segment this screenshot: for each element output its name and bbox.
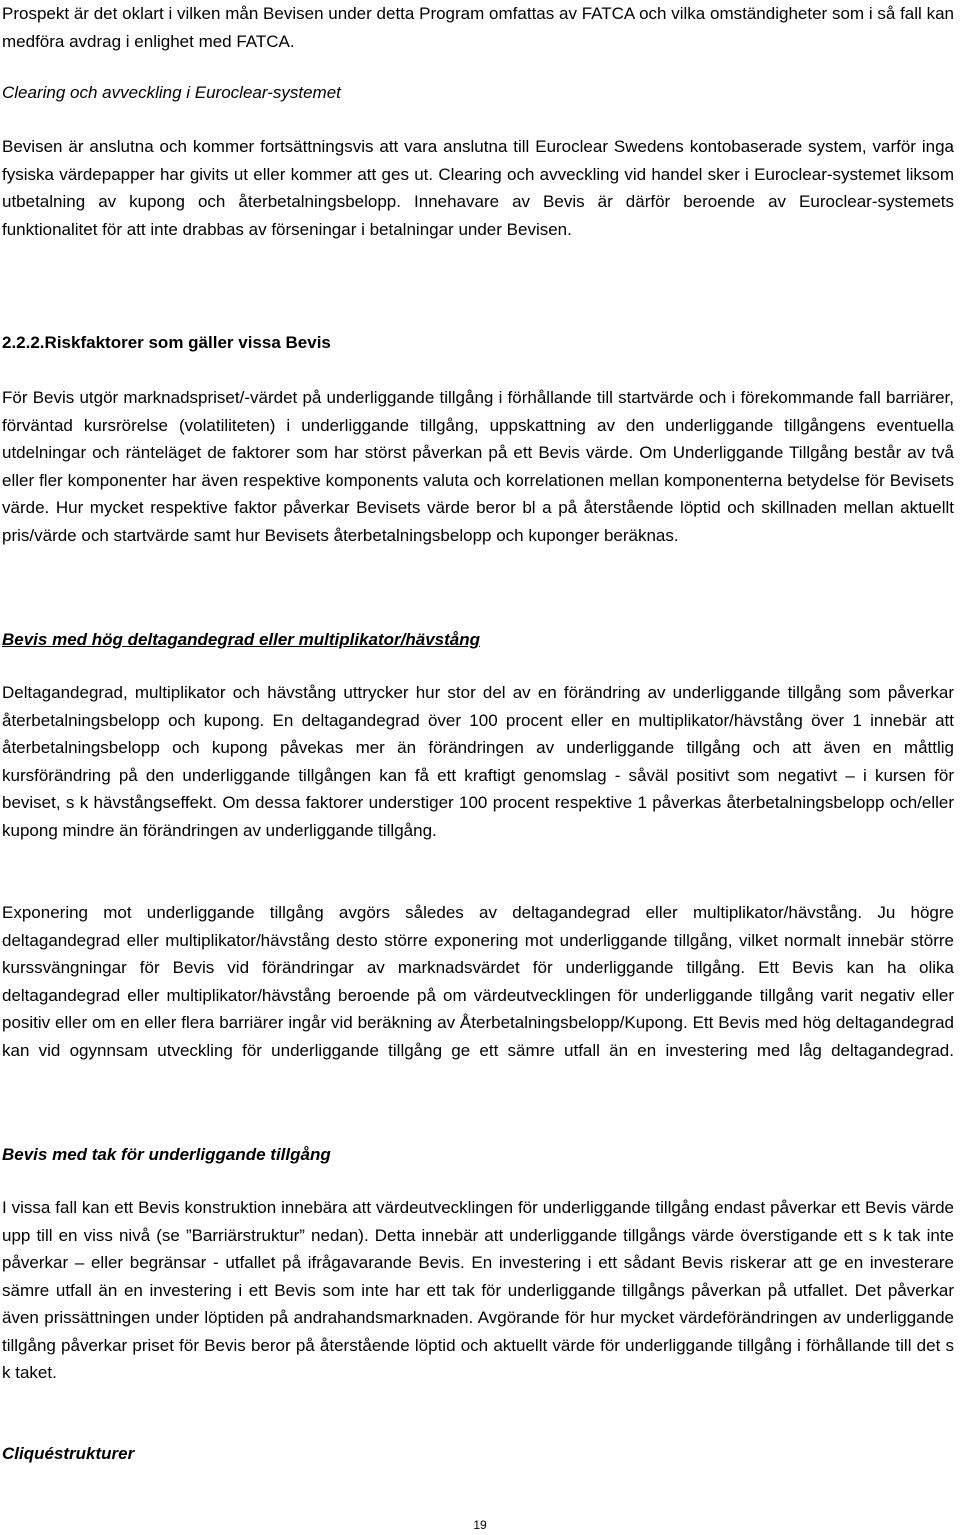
deltagande-heading: Bevis med hög deltagandegrad eller multiplikator/hävstång: [2, 630, 481, 649]
section-title: Riskfaktorer som gäller vissa Bevis: [44, 333, 331, 352]
tak-heading: Bevis med tak för underliggande tillgång: [2, 1145, 331, 1164]
page-number: 19: [473, 1518, 487, 1532]
tak-paragraph: I vissa fall kan ett Bevis konstruktion innebära att värdeutvecklingen för underliggande tillgång endast påverkar ett Bevis värde upp till en viss nivå (se ”Barriärstruktur” nedan). Detta innebär att underliggande tillgångs värde överstigande ett s k tak inte påverkar – eller begränsar - utfallet på ifrågavarande Bevis. En investering i ett sådant Bevis riskerar att ge en investerare sämre utfall än en investering i ett Bevis som inte har ett tak för underliggande tillgångs påverkan på utfallet. Det påverkar även prissättningen under löptiden på andrahandsmarknaden. Avgörande för hur mycket värdeförändringen av underliggande tillgång påverkar priset för Bevis beror på återstående löptid och aktuellt värde för underliggande tillgång i förhållande till det s k taket.: [2, 1198, 954, 1382]
section-number: 2.2.2.: [2, 333, 45, 352]
fatca-paragraph: Prospekt är det oklart i vilken mån Bevisen under detta Program omfattas av FATCA och vilka omständigheter som i så fall kan medföra avdrag i enlighet med FATCA.: [2, 4, 954, 51]
riskfaktorer-paragraph: För Bevis utgör marknadspriset/-värdet på underliggande tillgång i förhållande till startvärde och i förekommande fall barriärer, förväntad kursrörelse (volatiliteten) i underliggande tillgång, uppskattning av den underliggande tillgångens eventuella utdelningar och ränteläget de faktorer som har störst påverkan på ett Bevis värde. Om Underliggande Tillgång består av två eller fler komponenter har även respektive komponents valuta och korrelationen mellan komponenterna betydelse för Bevisets värde. Hur mycket respektive faktor påverkar Bevisets värde beror bl a på återstående löptid och skillnaden mellan aktuellt pris/värde och startvärde samt hur Bevisets återbetalningsbelopp och kuponger beräknas.: [2, 388, 954, 545]
exponering-paragraph: Exponering mot underliggande tillgång avgörs således av deltagandegrad eller multiplikator/hävstång. Ju högre deltagandegrad eller multiplikator/hävstång desto större exponering mot underliggande tillgång, vilket normalt innebär större kurssvängningar för Bevis vid förändringar av marknadsvärdet för underliggande tillgång. Ett Bevis kan ha olika deltagandegrad eller multiplikator/hävstång beroende på om värdeutvecklingen för underliggande tillgång varit negativ eller positiv eller om en eller flera barriärer ingår vid beräkning av Återbetalningsbelopp/Kupong. Ett Bevis med hög deltagandegrad kan vid ogynnsam utveckling för underliggande tillgång ge ett sämre utfall än en investering med låg deltagandegrad.: [2, 903, 954, 1060]
clearing-paragraph: Bevisen är anslutna och kommer fortsättningsvis att vara anslutna till Euroclear Swedens kontobaserade system, varför inga fysiska värdepapper har givits ut eller kommer att ges ut. Clearing och avveckling vid handel sker i Euroclear-systemet liksom utbetalning av kupong och återbetalningsbelopp. Innehavare av Bevis är därför beroende av Euroclear-systemets funktionalitet för att inte drabbas av förseningar i betalningar under Bevisen.: [2, 137, 954, 239]
section-heading: [2, 329, 954, 357]
clearing-heading: Clearing och avveckling i Euroclear-systemet: [2, 83, 341, 102]
deltagande-paragraph: Deltagandegrad, multiplikator och hävstång uttrycker hur stor del av en förändring av underliggande tillgång som påverkar återbetalningsbelopp och kupong. En deltagandegrad över 100 procent eller en multiplikator/hävstång över 1 innebär att återbetalningsbelopp och kupong påvekas mer än förändringen av underliggande tillgång och att även en måttlig kursförändring på den underliggande tillgången kan få ett kraftigt genomslag - såväl positivt som negativt – i kursen för beviset, s k hävstångseffekt. Om dessa faktorer understiger 100 procent respektive 1 påverkas återbetalningsbelopp och/eller kupong mindre än förändringen av underliggande tillgång.: [2, 683, 954, 840]
clique-heading: Cliquéstrukturer: [2, 1444, 135, 1463]
